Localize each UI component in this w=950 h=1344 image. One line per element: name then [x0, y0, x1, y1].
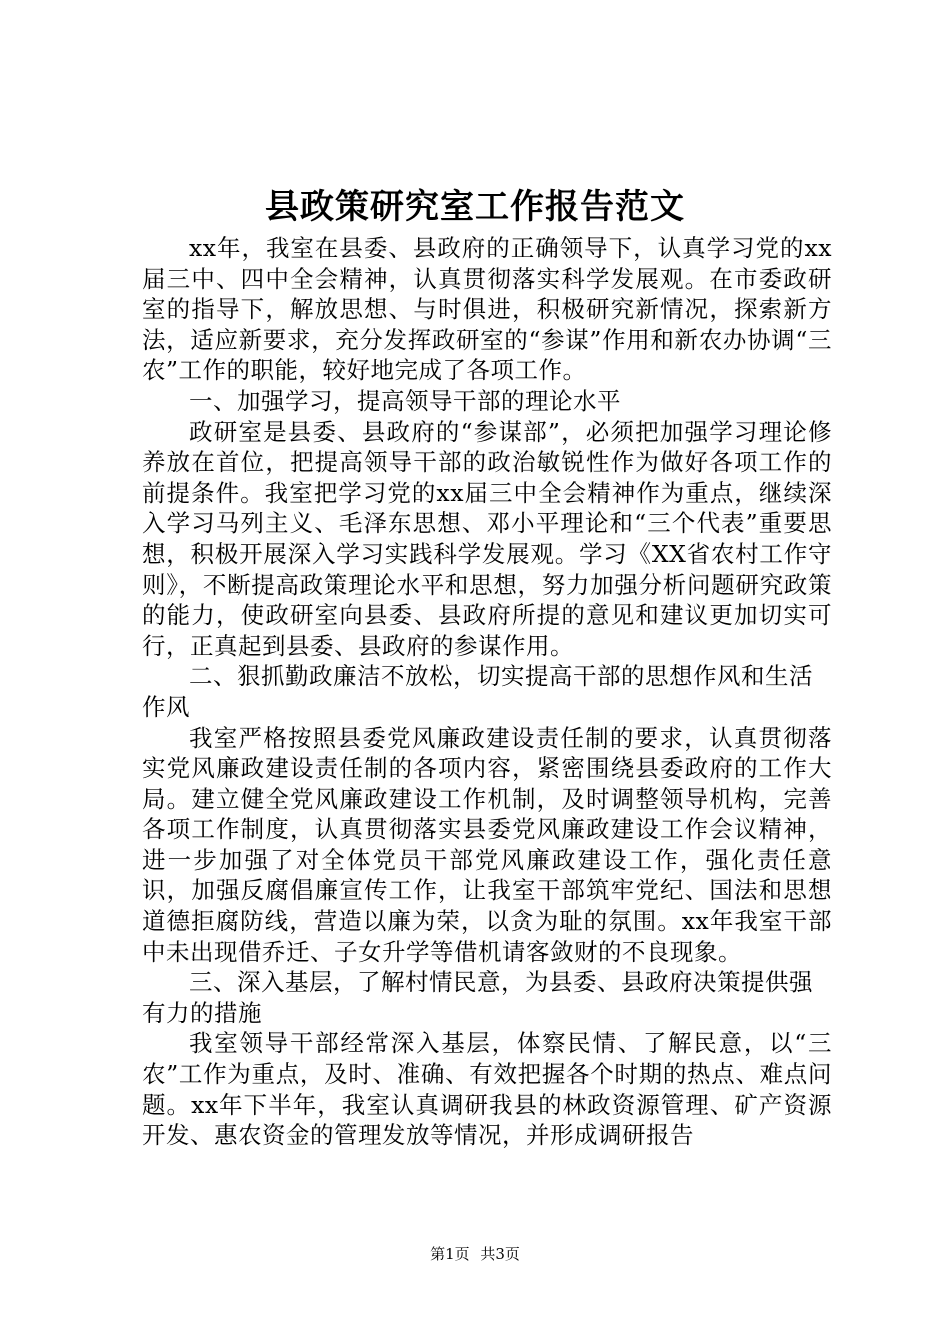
page-number: 第1页 [430, 1245, 470, 1263]
section-heading-1: 一、加强学习，提高领导干部的理论水平 [189, 386, 621, 415]
intro-paragraph: xx年，我室在县委、县政府的正确领导下，认真学习党的xx届三中、四中全会精神，认真贯彻落实科学发展观。在市委政研室的指导下，解放思想、与时俱进，积极研究新情况，探索新方法，适应新要求，充分发挥政研室的“参谋”作用和新农办协调“三农”工作的职能，较好地完成了各项工作。 [142, 234, 832, 385]
section-heading-3: 三、深入基层，了解村情民意，为县委、县政府决策提供强有力的措施 [142, 968, 813, 1027]
page-total: 共3页 [480, 1245, 520, 1263]
page-footer [0, 1244, 950, 1264]
section-1-paragraph: 政研室是县委、县政府的“参谋部”，必须把加强学习理论修养放在首位，把提高领导干部的政治敏锐性作为做好各项工作的前提条件。我室把学习党的xx届三中全会精神作为重点，继续深入学习马列主义、毛泽东思想、邓小平理论和“三个代表”重要思想，积极开展深入学习实践科学发展观。学习《XX省农村工作守则》，不断提高政策理论水平和思想，努力加强分析问题研究政策的能力，使政研室向县委、县政府所提的意见和建议更加切实可行，正真起到县委、县政府的参谋作用。 [142, 417, 832, 660]
document-title: 县政策研究室工作报告范文 [265, 187, 685, 227]
document-body [142, 233, 832, 1151]
section-heading-2: 二、狠抓勤政廉洁不放松，切实提高干部的思想作风和生活作风 [142, 662, 813, 721]
section-2-paragraph: 我室严格按照县委党风廉政建设责任制的要求，认真贯彻落实党风廉政建设责任制的各项内容，紧密围绕县委政府的工作大局。建立健全党风廉政建设工作机制，及时调整领导机构，完善各项工作制度，认真贯彻落实县委党风廉政建设工作会议精神，进一步加强了对全体党员干部党风廉政建设工作，强化责任意识，加强反腐倡廉宣传工作，让我室干部筑牢党纪、国法和思想道德拒腐防线，营造以廉为荣，以贪为耻的氛围。xx年我室干部中未出现借乔迁、子女升学等借机请客敛财的不良现象。 [142, 723, 832, 966]
section-3-paragraph: 我室领导干部经常深入基层，体察民情、了解民意，以“三农”工作为重点，及时、准确、有效把握各个时期的热点、难点问题。xx年下半年，我室认真调研我县的林政资源管理、矿产资源开发、惠农资金的管理发放等情况，并形成调研报告 [142, 1029, 832, 1150]
